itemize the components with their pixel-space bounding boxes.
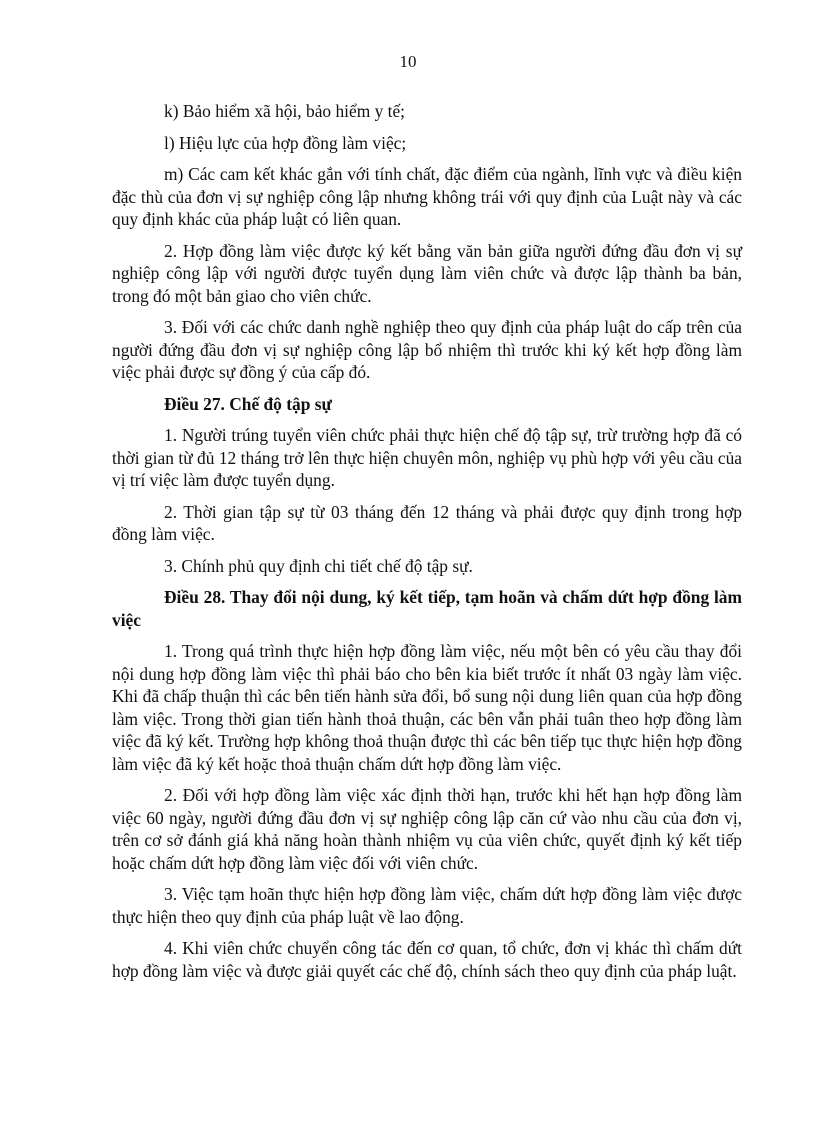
article-27-item-1: 1. Người trúng tuyển viên chức phải thực hiện chế độ tập sự, trừ trường hợp đã có thời gian từ đủ 12 tháng trở lên thực hiện chuyên môn, nghiệp vụ phù hợp với yêu cầu của vị trí việc làm được tuyển dụng. (112, 425, 742, 490)
paragraph-clause-l: l) Hiệu lực của hợp đồng làm việc; (164, 132, 407, 153)
article-28-item-3: 3. Việc tạm hoãn thực hiện hợp đồng làm việc, chấm dứt hợp đồng làm việc được thực hiện theo quy định của pháp luật về lao động. (112, 884, 742, 927)
article-27-item-2: 2. Thời gian tập sự từ 03 tháng đến 12 tháng và phải được quy định trong hợp đồng làm việc. (112, 501, 742, 544)
article-28-heading: Điều 28. Thay đổi nội dung, ký kết tiếp, tạm hoãn và chấm dứt hợp đồng làm việc (112, 587, 742, 630)
article-27-item-3: 3. Chính phủ quy định chi tiết chế độ tập sự. (164, 555, 473, 576)
paragraph-clause-k: k) Bảo hiểm xã hội, bảo hiểm y tế; (164, 101, 405, 121)
article-28-item-1: 1. Trong quá trình thực hiện hợp đồng làm việc, nếu một bên có yêu cầu thay đổi nội dung hợp đồng làm việc thì phải báo cho bên kia biết trước ít nhất 03 ngày làm việc. Khi đã chấp thuận thì các bên tiến hành sửa đổi, bổ sung nội dung liên quan của hợp đồng làm việc. Trong thời gian tiến hành thoả thuận, các bên vẫn phải tuân theo hợp đồng làm việc đã ký kết. Trường hợp không thoả thuận được thì các bên tiếp tục thực hiện hợp đồng làm việc đã ký kết hoặc thoả thuận chấm dứt hợp đồng làm việc. (112, 641, 742, 774)
document-body (112, 100, 742, 991)
page-number: 10 (399, 52, 417, 71)
paragraph-clause-m: m) Các cam kết khác gắn với tính chất, đặc điểm của ngành, lĩnh vực và điều kiện đặc thù của đơn vị sự nghiệp công lập nhưng không trái với quy định của Luật này và các quy định khác của pháp luật có liên quan. (112, 164, 742, 229)
article-28-item-4: 4. Khi viên chức chuyển công tác đến cơ quan, tổ chức, đơn vị khác thì chấm dứt hợp đồng làm việc và được giải quyết các chế độ, chính sách theo quy định của pháp luật. (112, 938, 742, 981)
article-28-item-2: 2. Đối với hợp đồng làm việc xác định thời hạn, trước khi hết hạn hợp đồng làm việc 60 ngày, người đứng đầu đơn vị sự nghiệp công lập căn cứ vào nhu cầu của đơn vị, trên cơ sở đánh giá khả năng hoàn thành nhiệm vụ của viên chức, quyết định ký kết tiếp hoặc chấm dứt hợp đồng làm việc đối với viên chức. (112, 785, 742, 873)
article-27-heading: Điều 27. Chế độ tập sự (164, 393, 332, 414)
paragraph-item-3: 3. Đối với các chức danh nghề nghiệp theo quy định của pháp luật do cấp trên của người đứng đầu đơn vị sự nghiệp công lập bổ nhiệm thì trước khi ký kết hợp đồng làm việc phải được sự đồng ý của cấp đó. (112, 317, 742, 382)
paragraph-item-2: 2. Hợp đồng làm việc được ký kết bằng văn bản giữa người đứng đầu đơn vị sự nghiệp công lập với người được tuyển dụng làm viên chức và được lập thành ba bản, trong đó một bản giao cho viên chức. (112, 240, 742, 306)
